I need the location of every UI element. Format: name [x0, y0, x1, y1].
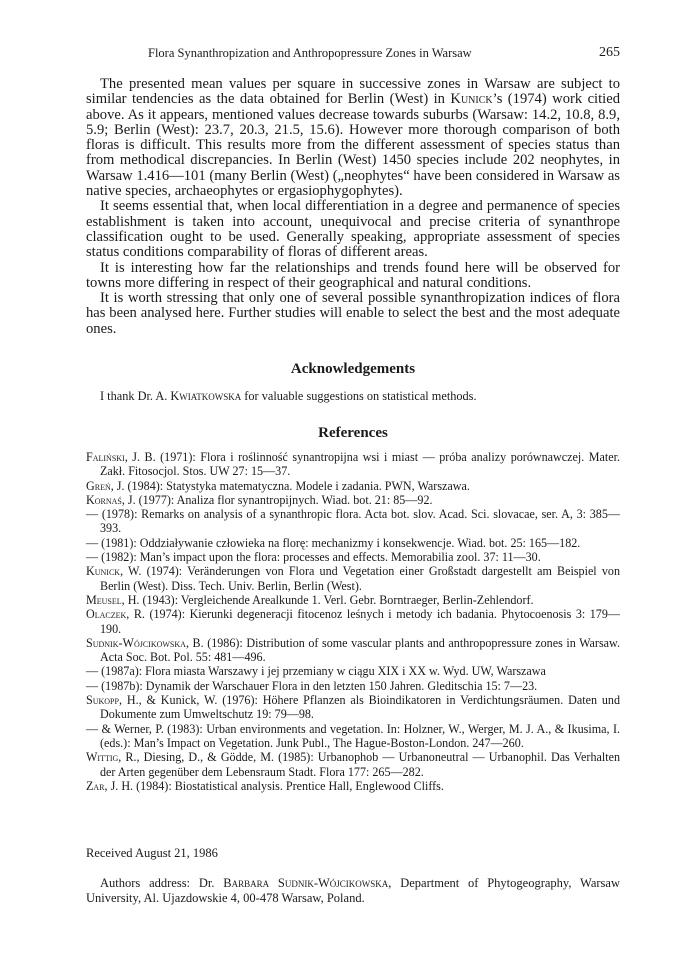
reference-author: —: [86, 550, 99, 565]
reference-item: [86, 693, 620, 722]
reference-author: —: [86, 535, 99, 550]
reference-author: Olaczek: [86, 607, 127, 622]
reference-text: (1987a): Flora miasta Warszawy i jej przemiany w ciągu XIX i XX w. Wyd. UW, Warszawa: [98, 664, 546, 679]
author-name: Kunick: [450, 91, 493, 108]
reference-author: —: [86, 678, 99, 693]
reference-author: Sukopp: [86, 693, 119, 708]
text: The presented mean values per square in successive zones in Warsaw are subject to similar tendencies as the data obtained for Berlin (West) in: [86, 76, 620, 108]
body-text: [86, 77, 620, 337]
reference-author: Zar: [86, 778, 105, 793]
reference-text: , H. (1943): Vergleichende Arealkunde 1. Verl. Gebr. Borntraeger, Berlin-Zehlendorf.: [121, 592, 534, 607]
acknowledgements-text: [100, 389, 477, 404]
reference-item: [86, 564, 620, 593]
reference-text: (1981): Oddziaływanie człowieka na florę: mechanizmy i konsekwencje. Wiad. bot. 25: 165—182.: [98, 535, 581, 550]
reference-text: , R. (1974): Kierunki degeneracji fitocenoz leśnych i metody ich badania. Phytocoenosis 3: 179—190.: [100, 607, 620, 636]
reference-item: [86, 450, 620, 479]
reference-text: (1987b): Dynamik der Warschauer Flora in den letzten 150 Jahren. Gleditschia 15: 7—23.: [98, 678, 538, 693]
reference-author: Meusel: [86, 592, 122, 607]
text: for valuable suggestions on statistical methods.: [241, 389, 477, 403]
reference-text: (1982): Man’s impact upon the flora: processes and effects. Memorabilia zool. 37: 11—30.: [98, 550, 541, 565]
paragraph: It is interesting how far the relationships and trends found here will be observed for towns more differing in respect of their geographical and natural conditions.: [86, 259, 620, 291]
reference-author: Kunick: [86, 564, 121, 579]
reference-author: Wittig: [86, 750, 119, 765]
reference-item: [86, 636, 620, 665]
paragraph: It is worth stressing that only one of several possible synanthropization indices of flora has been analysed here. Further studies will enable to select the best and the most adequate ones.: [86, 290, 620, 337]
reference-text: & Werner, P. (1983): Urban environments and vegetation. In: Holzner, W., Werger, M. J. A., & Ikusima, I. (eds.): Man’s Impact on Vegetation. Junk Publ., The Hague-Boston-London. 247—260.: [98, 721, 620, 750]
reference-text: , W. (1974): Veränderungen von Flora und Vegetation einer Großstadt dargestellt am Beispiel von Berlin (West). Diss. Tech. Univ. Berlin, Berlin (West).: [100, 564, 620, 593]
reference-author: Kornaś: [86, 492, 122, 507]
reference-item: [86, 664, 620, 678]
reference-item: [86, 593, 620, 607]
reference-text: , B. (1986): Distribution of some vascular plants and anthropopressure zones in Warsaw. Acta Soc. Bot. Pol. 55: 481—496.: [100, 635, 620, 665]
reference-item: [86, 779, 620, 793]
text: , Department of Phytogeography, Warsaw University, Al. Ujazdowskie 4, 00-478 Warsaw, Poland.: [86, 876, 620, 905]
author-name: Barbara Sudnik-Wójcikowska: [223, 876, 389, 890]
received-date: Received August 21, 1986: [86, 846, 218, 860]
reference-text: , H., & Kunick, W. (1976): Höhere Pflanzen als Bioindikatoren in Verdichtungsräumen. Daten und Dokumente zum Umweltschutz 19: 79—98.: [100, 693, 620, 722]
reference-author: —: [86, 721, 99, 736]
reference-text: , J. B. (1971): Flora i roślinność synantropijna wsi i miast — próba analizy porównawczej. Mater. Zakł. Fitosocjol. Stos. UW 27: 15—37.: [100, 450, 620, 479]
paragraph: [86, 77, 620, 199]
reference-item: [86, 750, 620, 779]
page-number: 265: [599, 45, 620, 60]
acknowledgements-heading: Acknowledgements: [290, 361, 416, 377]
author-address: [86, 876, 620, 906]
reference-item: [86, 507, 620, 536]
reference-item: [86, 536, 620, 550]
reference-author: —: [86, 664, 99, 679]
reference-text: , J. (1984): Statystyka matematyczna. Modele i zadania. PWN, Warszawa.: [110, 478, 470, 493]
reference-item: [86, 550, 620, 564]
reference-item: [86, 493, 620, 507]
reference-text: (1978): Remarks on analysis of a synanthropic flora. Acta bot. slov. Acad. Sci. slovacae, ser. A, 3: 385—393.: [98, 507, 620, 536]
reference-list: [86, 450, 620, 793]
reference-item: [86, 479, 620, 493]
reference-text: , J. (1977): Analiza flor synantropijnych. Wiad. bot. 21: 85—92.: [121, 492, 433, 507]
reference-author: Greń: [86, 478, 111, 493]
reference-item: [86, 679, 620, 693]
text: ’s (1974) work citied above. As it appears, mentioned values decrease towards suburbs (Warsaw: 14.2, 10.8, 8.9, 5.9; Berlin (West): 23.7, 20.3, 21.5, 15.6). However more thorough comparison of both floras is difficult. This results more from the different assessment of species status than from methodical discrepancies. In Berlin (West) 1450 species include 202 neophytes, in Warsaw 1.416—101 (many Berlin (West) („neophytes“ have been considered in Warsaw as native species, archaeophytes or ergasiophygophytes).: [86, 91, 621, 200]
reference-author: Sudnik-Wójcikowska: [86, 635, 186, 650]
reference-item: [86, 722, 620, 751]
reference-author: —: [86, 507, 99, 522]
text: I thank Dr. A.: [100, 389, 171, 403]
reference-author: Faliński: [86, 450, 125, 464]
references-heading: References: [318, 425, 388, 441]
author-name: Kwiatkowska: [170, 389, 242, 403]
running-title: Flora Synanthropization and Anthropopressure Zones in Warsaw: [148, 46, 472, 60]
reference-text: , R., Diesing, D., & Gödde, M. (1985): Urbanophob — Urbanoneutral — Urbanophil. Das Verhalten der Arten gegenüber dem Lebensraum Stadt. Flora 177: 265—282.: [100, 750, 620, 779]
reference-text: , J. H. (1984): Biostatistical analysis. Prentice Hall, Englewood Cliffs.: [104, 778, 444, 793]
paragraph: It seems essential that, when local differentiation in a degree and permanence of species establishment is taken into account, unequivocal and precise criteria of synanthrope classification ought to be used. Generally speaking, appropriate assessment of species status conditions comparability of floras of different areas.: [86, 198, 620, 261]
text: Authors address: Dr.: [100, 876, 224, 890]
reference-item: [86, 607, 620, 636]
